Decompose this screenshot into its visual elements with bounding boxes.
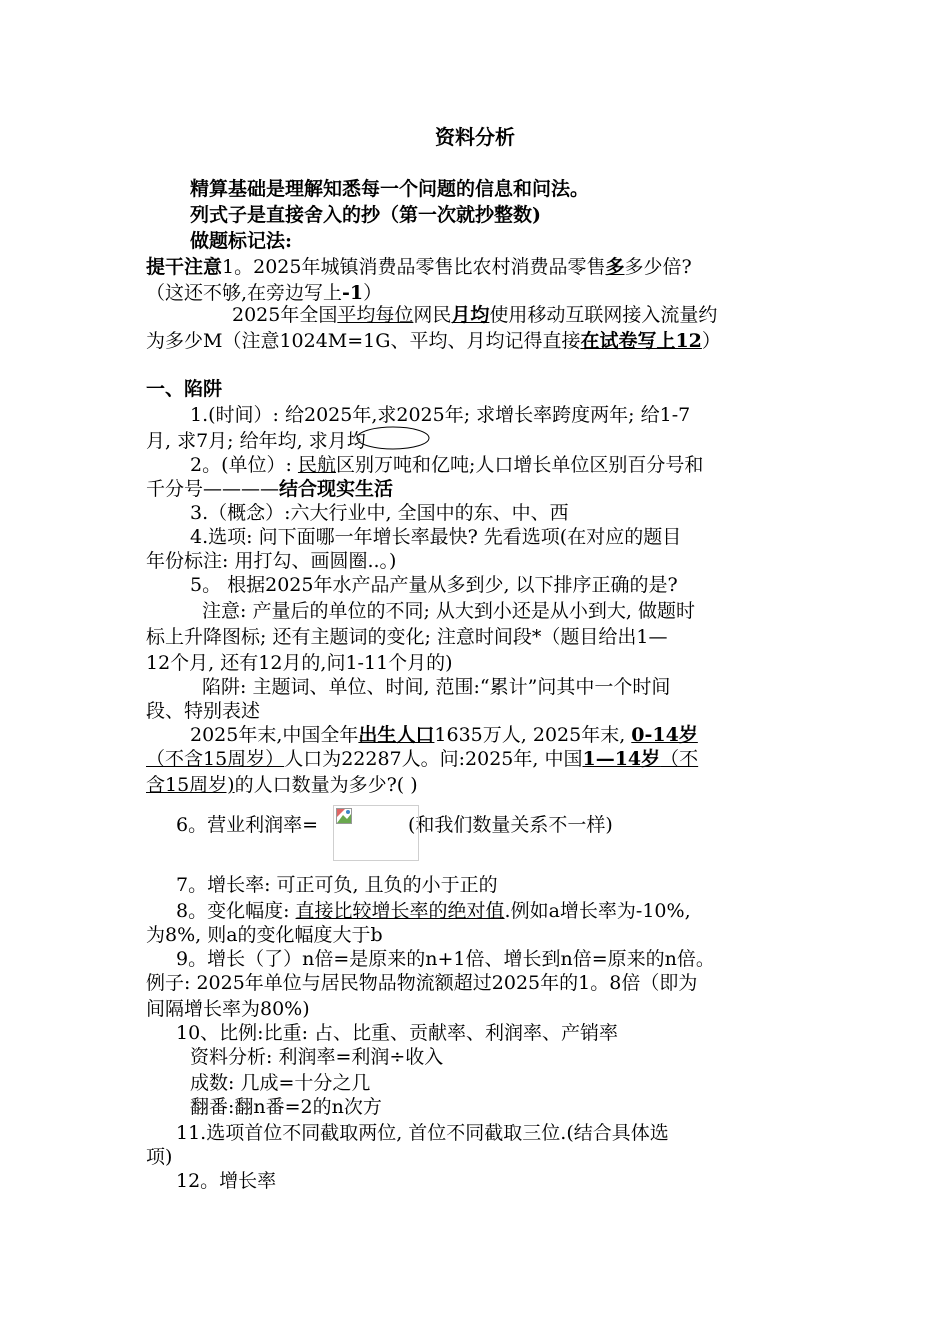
example-line-2: （不含15周岁）人口为22287人。问:2025年, 中国1—14岁（不 bbox=[146, 748, 699, 770]
item-2-cont: 千分号————结合现实生活 bbox=[146, 478, 394, 500]
item-9-cont-2: 间隔增长率为80%) bbox=[146, 998, 310, 1020]
intro-line-2: 列式子是直接舍入的抄（第一次就抄整数) bbox=[190, 204, 541, 226]
item-4-cont: 年份标注: 用打勾、画圆圈..。) bbox=[146, 550, 397, 572]
item-10-a: 资料分析: 利润率=利润÷收入 bbox=[190, 1046, 444, 1068]
item-11: 11.选项首位不同截取两位, 首位不同截取三位.(结合具体选 bbox=[176, 1122, 669, 1144]
item-5-trap-1: 陷阱: 主题词、单位、时间, 范围:“累计”问其中一个时间 bbox=[202, 676, 671, 698]
hand-drawn-circle bbox=[354, 424, 432, 452]
item-11-cont: 项) bbox=[146, 1146, 173, 1168]
item-9: 9。增长（了）n倍=是原来的n+1倍、增长到n倍=原来的n倍。 bbox=[176, 948, 715, 970]
broken-image-placeholder bbox=[333, 805, 419, 861]
tip-q2-line2: 为多少M（注意1024M=1G、平均、月均记得直接在试卷写上12） bbox=[146, 330, 721, 352]
item-10: 10、比例:比重: 占、比重、贡献率、利润率、产销率 bbox=[176, 1022, 619, 1044]
tip-q2: 2025年全国平均每位网民月均使用移动互联网接入流量约 bbox=[232, 304, 718, 326]
item-1: 1.(时间）: 给2025年,求2025年; 求增长率跨度两年; 给1-7 bbox=[190, 404, 691, 426]
item-7: 7。增长率: 可正可负, 且负的小于正的 bbox=[176, 874, 498, 896]
item-12: 12。增长率 bbox=[176, 1170, 277, 1192]
tip-q1-note: （这还不够,在旁边写上-1） bbox=[146, 282, 383, 304]
item-5: 5。 根据2025年水产品产量从多到少, 以下排序正确的是? bbox=[190, 574, 678, 596]
item-8-cont: 为8%, 则a的变化幅度大于b bbox=[146, 924, 383, 946]
item-5-note-2: 标上升降图标; 还有主题词的变化; 注意时间段*（题目给出1— bbox=[146, 626, 668, 648]
item-5-trap-2: 段、特别表述 bbox=[146, 700, 261, 722]
item-5-note-1: 注意: 产量后的单位的不同; 从大到小还是从小到大, 做题时 bbox=[202, 600, 695, 622]
item-4: 4.选项: 问下面哪一年增长率最快? 先看选项(在对应的题目 bbox=[190, 526, 682, 548]
item-3: 3.（概念）:六大行业中, 全国中的东、中、西 bbox=[190, 502, 569, 524]
tip-q1: 提干注意1。2025年城镇消费品零售比农村消费品零售多多少倍? bbox=[146, 256, 692, 278]
page-title: 资料分析 bbox=[435, 125, 515, 149]
item-9-cont-1: 例子: 2025年单位与居民物品物流额超过2025年的1。8倍（即为 bbox=[146, 972, 698, 994]
item-6: 6。营业利润率= (和我们数量关系不一样) bbox=[176, 814, 613, 836]
example-line-1: 2025年末,中国全年出生人口1635万人, 2025年末, 0-14岁 bbox=[190, 724, 698, 746]
item-1-cont: 月, 求7月; 给年均, 求月均 bbox=[146, 430, 366, 452]
intro-line-1: 精算基础是理解知悉每一个问题的信息和问法。 bbox=[190, 178, 590, 200]
section-heading-traps: 一、陷阱 bbox=[146, 378, 223, 400]
item-2: 2。(单位）: 民航区别万吨和亿吨;人口增长单位区别百分号和 bbox=[190, 454, 704, 476]
item-5-note-3: 12个月, 还有12月的,问1-11个月的) bbox=[146, 652, 453, 674]
item-10-c: 翻番:翻n番=2的n次方 bbox=[190, 1096, 382, 1118]
item-10-b: 成数: 几成=十分之几 bbox=[190, 1072, 371, 1094]
broken-image-icon bbox=[336, 808, 352, 824]
example-line-3: 含15周岁)的人口数量为多少?( ) bbox=[146, 774, 418, 796]
intro-line-3: 做题标记法: bbox=[190, 230, 293, 252]
item-8: 8。变化幅度: 直接比较增长率的绝对值.例如a增长率为-10%, bbox=[176, 900, 691, 922]
